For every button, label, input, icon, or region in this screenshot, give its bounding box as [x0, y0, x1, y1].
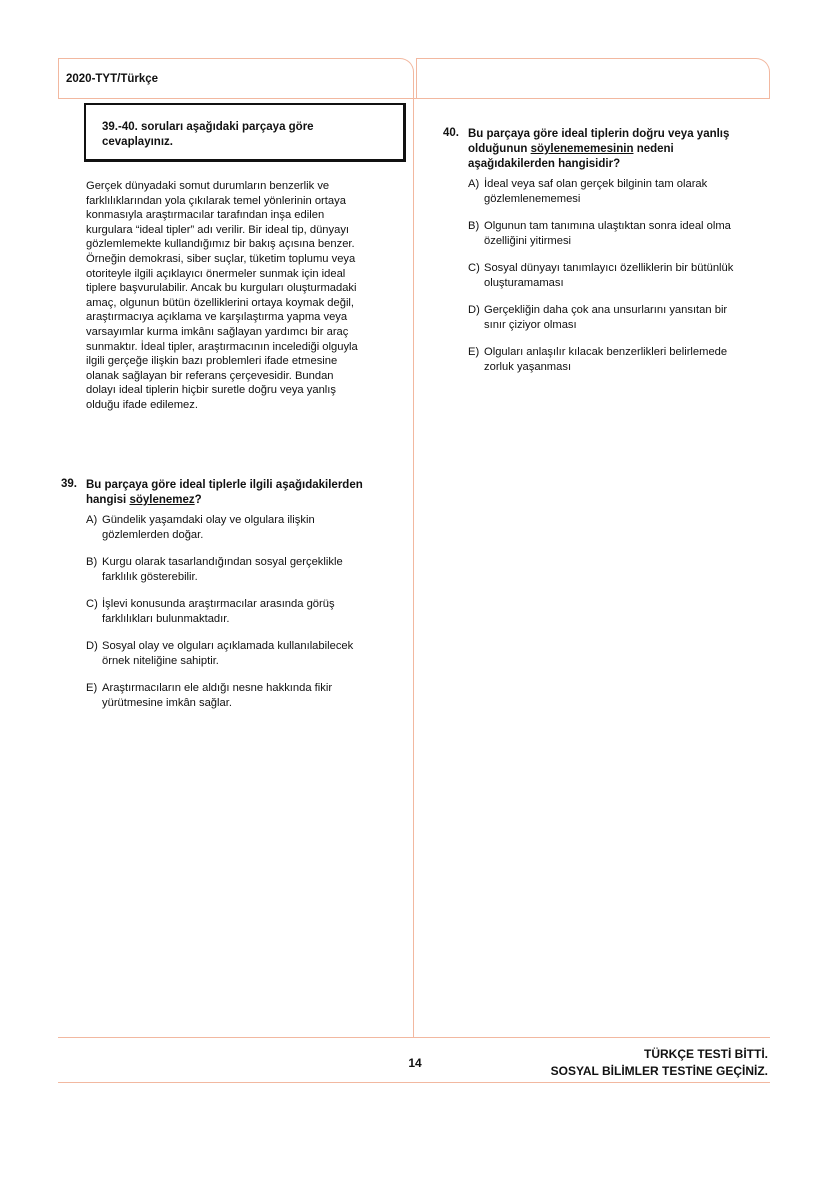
- option-letter: A): [468, 178, 480, 190]
- passage-line: farklılıklarından yola çıkılarak temel yönlerinin ortaya: [86, 194, 346, 207]
- option-letter: E): [86, 682, 98, 694]
- option-letter: D): [86, 640, 98, 652]
- passage-line: ilgili gerçeğe ilişkin bazı problemleri ifade etmesine: [86, 355, 338, 368]
- passage-line: olanak sağlayan bir referans çerçevesidir. Bundan: [86, 369, 334, 382]
- option-text: Sosyal olay ve olguları açıklamada kullanılabilecek: [102, 640, 354, 652]
- stem-text: hangisi: [86, 494, 130, 506]
- passage-line: araştırmacıya açıklama ve karşılaştırma yapma veya: [86, 311, 348, 324]
- option-text: Olguları anlaşılır kılacak benzerlikleri belirlemede: [484, 346, 728, 358]
- question-40-stem-line: aşağıdakilerden hangisidir?: [468, 158, 621, 170]
- option-text: Gerçekliğin daha çok ana unsurlarını yansıtan bir: [484, 304, 728, 316]
- option-text: İdeal veya saf olan gerçek bilginin tam olarak: [484, 178, 708, 190]
- passage-line: amaç, olgunun bütün özelliklerini ortaya koymak değil,: [86, 296, 355, 309]
- passage-line: varsayımlar kurma imkânı sağlayan yardımcı bir araç: [86, 325, 349, 338]
- question-39-option-a[interactable]: [86, 513, 406, 542]
- stem-emphasis: söylenemez: [129, 494, 195, 506]
- reading-passage: [86, 179, 398, 413]
- question-40-option-c[interactable]: [468, 261, 768, 290]
- passage-line: Gerçek dünyadaki somut durumların benzerlik ve: [86, 180, 330, 192]
- instruction-text: 39.-40. soruları aşağıdaki parçaya göre cevaplayınız.: [102, 121, 314, 148]
- question-40-number: 40.: [443, 127, 459, 139]
- option-text: oluşturamaması: [484, 276, 564, 289]
- header-divider: [58, 98, 770, 99]
- option-letter: A): [86, 514, 98, 526]
- question-39-option-c[interactable]: [86, 597, 406, 626]
- question-40-option-e[interactable]: [468, 345, 768, 374]
- option-text: Kurgu olarak tasarlandığından sosyal gerçeklikle: [102, 556, 343, 568]
- question-40-option-a[interactable]: [468, 177, 768, 206]
- passage-line: kurgulara “ideal tipler” adı verilir. Bir ideal tip, dünyayı: [86, 223, 350, 236]
- option-text: özelliğini yitirmesi: [484, 234, 572, 247]
- option-letter: B): [86, 556, 98, 568]
- option-letter: D): [468, 304, 480, 316]
- option-text: farklılık gösterebilir.: [102, 570, 198, 583]
- passage-line: otoriteyle ilgili açıklayıcı önermeler sunmak için ideal: [86, 267, 346, 280]
- question-40-stem-line: Bu parçaya göre ideal tiplerin doğru veya yanlış: [468, 128, 730, 140]
- option-text: zorluk yaşanması: [484, 360, 572, 373]
- test-end-notice: [551, 1046, 768, 1080]
- option-text: Gündelik yaşamdaki olay ve olgulara ilişkin: [102, 514, 315, 526]
- option-text: gözlemlenememesi: [484, 192, 581, 205]
- passage-line: Örneğin demokrasi, siber suçlar, tüketim toplumu veya: [86, 252, 356, 265]
- stem-text: ?: [194, 494, 202, 506]
- question-39-stem: [86, 478, 406, 508]
- question-40-option-d[interactable]: [468, 303, 768, 332]
- option-text: Olgunun tam tanımına ulaştıktan sonra ideal olma: [484, 220, 731, 232]
- option-letter: B): [468, 220, 480, 232]
- passage-line: konmasıyla araştırmacılar tarafından inşa edilen: [86, 209, 325, 222]
- next-test-line: SOSYAL BİLİMLER TESTİNE GEÇİNİZ.: [550, 1064, 768, 1078]
- column-divider: [413, 99, 414, 1037]
- option-text: Araştırmacıların ele aldığı nesne hakkında fikir: [102, 682, 333, 694]
- question-39-number: 39.: [61, 478, 77, 490]
- passage-line: tiplere başvurulabilir. Ancak bu kurguları oluşturmadaki: [86, 282, 357, 295]
- passage-line: dolayı ideal tiplerin hiçbir suretle doğru veya yanlış: [86, 384, 336, 397]
- page-number: 14: [408, 1056, 422, 1070]
- instruction-box: [84, 103, 406, 162]
- option-text: farklılıkları bulunmaktadır.: [102, 612, 230, 625]
- question-40-option-b[interactable]: [468, 219, 768, 248]
- passage-line: gözlemlemekte kullandığımız bir bakış açısına benzer.: [86, 238, 355, 251]
- stem-text: olduğunun: [468, 143, 531, 155]
- option-text: sınır çiziyor olması: [484, 318, 577, 331]
- option-letter: C): [468, 262, 480, 274]
- stem-text: nedeni: [633, 143, 674, 155]
- header-right-box: [416, 58, 770, 99]
- question-40-stem: [468, 127, 768, 172]
- option-text: yürütmesine imkân sağlar.: [102, 696, 232, 709]
- stem-emphasis: söylenememesinin: [530, 143, 634, 155]
- footer-divider-bottom: [58, 1082, 770, 1083]
- option-text: örnek niteliğine sahiptir.: [102, 654, 219, 667]
- option-text: Sosyal dünyayı tanımlayıcı özelliklerin bir bütünlük: [484, 262, 734, 274]
- passage-line: olduğu ifade edilemez.: [86, 398, 198, 411]
- passage-line: sunmaktır. İdeal tipler, araştırmacının incelediği olguyla: [86, 340, 358, 353]
- question-39-stem-line: Bu parçaya göre ideal tiplerle ilgili aşağıdakilerden: [86, 479, 363, 491]
- exam-title: 2020-TYT/Türkçe: [66, 73, 159, 85]
- option-text: gözlemlerden doğar.: [102, 528, 204, 541]
- question-39-option-b[interactable]: [86, 555, 406, 584]
- test-end-line: TÜRKÇE TESTİ BİTTİ.: [644, 1047, 768, 1061]
- option-text: İşlevi konusunda araştırmacılar arasında görüş: [102, 598, 335, 610]
- option-letter: C): [86, 598, 98, 610]
- footer-divider-top: [58, 1037, 770, 1038]
- question-39-option-e[interactable]: [86, 681, 406, 710]
- question-39-stem-line: [86, 493, 406, 508]
- question-40-stem-line: [468, 142, 768, 157]
- option-letter: E): [468, 346, 480, 358]
- question-39-option-d[interactable]: [86, 639, 406, 668]
